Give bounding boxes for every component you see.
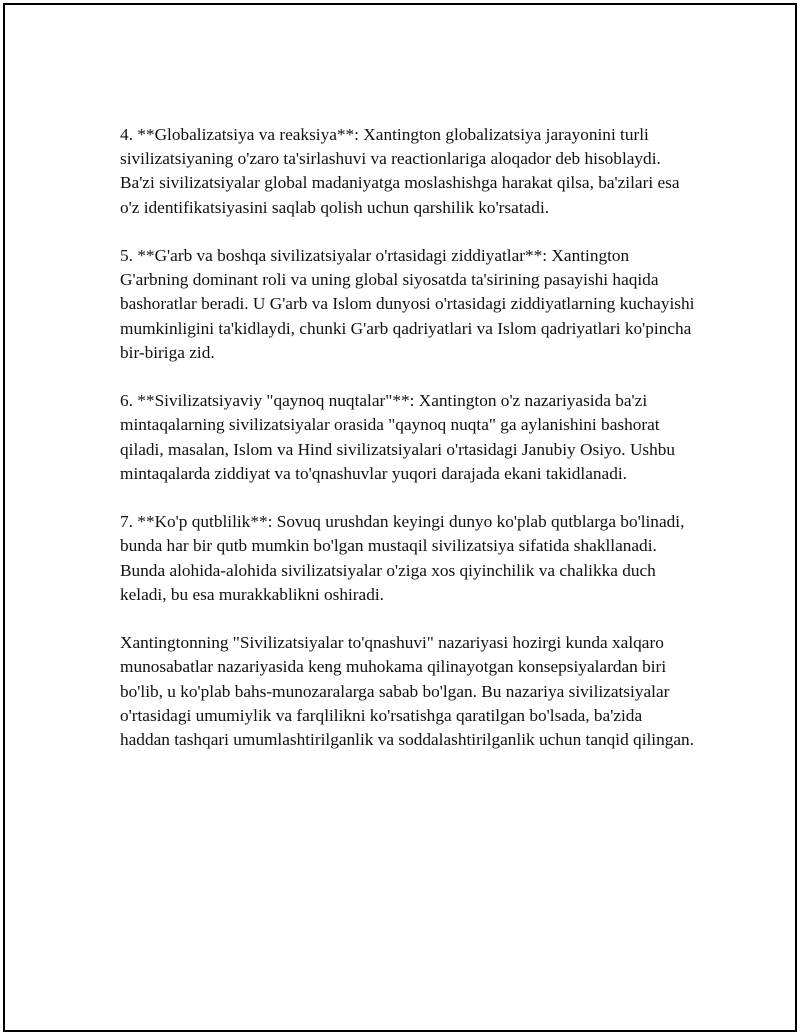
paragraph-globalization: 4. **Globalizatsiya va reaksiya**: Xantington globalizatsiya jarayonini turli sivilizatsiyaning o'zaro ta'sirlashuvi va reactionlariga aloqador deb hisoblaydi. Ba'zi sivilizatsiyalar global madaniyatga moslashishga harakat qilsa, ba'zilari esa o'z identifikatsiyasini saqlab qolish uchun qarshilik ko'rsatadi. <box>120 125 680 217</box>
document-page <box>3 3 797 1032</box>
paragraph-multipolarity: 7. **Ko'p qutblilik**: Sovuq urushdan keyingi dunyo ko'plab qutblarga bo'linadi, bunda har bir qutb mumkin bo'lgan mustaqil sivilizatsiya sifatida shakllanadi. Bunda alohida-alohida sivilizatsiyalar o'ziga xos qiyinchilik va chalikka duch keladi, bu esa murakkablikni oshiradi. <box>120 512 685 604</box>
paragraph-hot-spots: 6. **Sivilizatsiyaviy "qaynoq nuqtalar"**: Xantington o'z nazariyasida ba'zi mintaqalarning sivilizatsiyalar orasida "qaynoq nuqta" ga aylanishini bashorat qiladi, masalan, Islom va Hind sivilizatsiyalari o'rtasidagi Janubiy Osiyo. Ushbu mintaqalarda ziddiyat va to'qnashuvlar yuqori darajada ekani takidlanadi. <box>120 391 676 483</box>
paragraph-conclusion: Xantingtonning "Sivilizatsiyalar to'qnashuvi" nazariyasi hozirgi kunda xalqaro munosabatlar nazariyasida keng muhokama qilinayotgan konsepsiyalardan biri bo'lib, u ko'plab bahs-munozaralarga sabab bo'lgan. Bu nazariya sivilizatsiyalar o'rtasidagi umumiylik va farqlilikni ko'rsatishga qaratilgan bo'lsada, ba'zida haddan tashqari umumlashtirilganlik va soddalashtirilganlik uchun tanqid qilingan. <box>120 633 695 750</box>
paragraph-west-conflicts: 5. **G'arb va boshqa sivilizatsiyalar o'rtasidagi ziddiyatlar**: Xantington G'arbning dominant roli va uning global siyosatda ta'sirining pasayishi haqida bashoratlar beradi. U G'arb va Islom dunyosi o'rtasidagi ziddiyatlarning kuchayishi mumkinligini ta'kidlaydi, chunki G'arb qadriyatlari va Islom qadriyatlari ko'pincha bir-biriga zid. <box>120 246 695 362</box>
document-body <box>120 123 695 776</box>
